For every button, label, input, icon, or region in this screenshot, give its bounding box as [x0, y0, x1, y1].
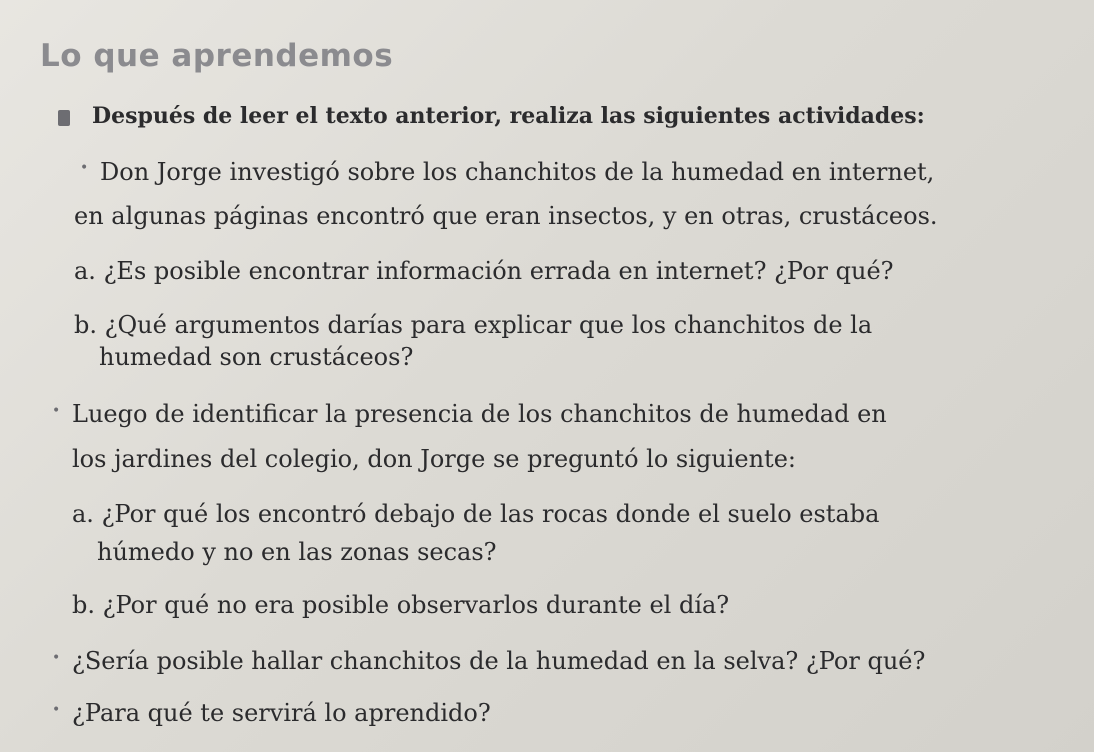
activity-instructions: Después de leer el texto anterior, realiza las siguientes actividades:: [92, 103, 925, 129]
question-line: ¿Para qué te servirá lo aprendido?: [72, 699, 491, 727]
section-title: Lo que aprendemos: [40, 38, 394, 74]
question-b-line: b. ¿Por qué no era posible observarlos durante el día?: [72, 591, 730, 619]
bullet-icon: •: [80, 160, 89, 176]
question-a-line: húmedo y no en las zonas secas?: [97, 538, 497, 566]
paragraph-line: en algunas páginas encontró que eran insectos, y en otras, crustáceos.: [74, 202, 938, 230]
bullet-icon: •: [52, 650, 61, 666]
paragraph-line: Don Jorge investigó sobre los chanchitos de la humedad en internet,: [100, 158, 935, 186]
question-b-line: b. ¿Qué argumentos darías para explicar que los chanchitos de la: [74, 311, 873, 339]
bullet-icon: •: [52, 403, 61, 419]
paragraph-line: Luego de identificar la presencia de los chanchitos de humedad en: [72, 400, 887, 428]
bullet-icon: •: [52, 702, 61, 718]
question-b-line: humedad son crustáceos?: [99, 343, 414, 371]
activity-marker-icon: [58, 110, 70, 126]
question-a-line: a. ¿Es posible encontrar información errada en internet? ¿Por qué?: [74, 257, 894, 285]
paragraph-line: los jardines del colegio, don Jorge se preguntó lo siguiente:: [72, 445, 796, 473]
question-a-line: a. ¿Por qué los encontró debajo de las rocas donde el suelo estaba: [72, 500, 880, 528]
question-line: ¿Sería posible hallar chanchitos de la humedad en la selva? ¿Por qué?: [72, 647, 926, 675]
